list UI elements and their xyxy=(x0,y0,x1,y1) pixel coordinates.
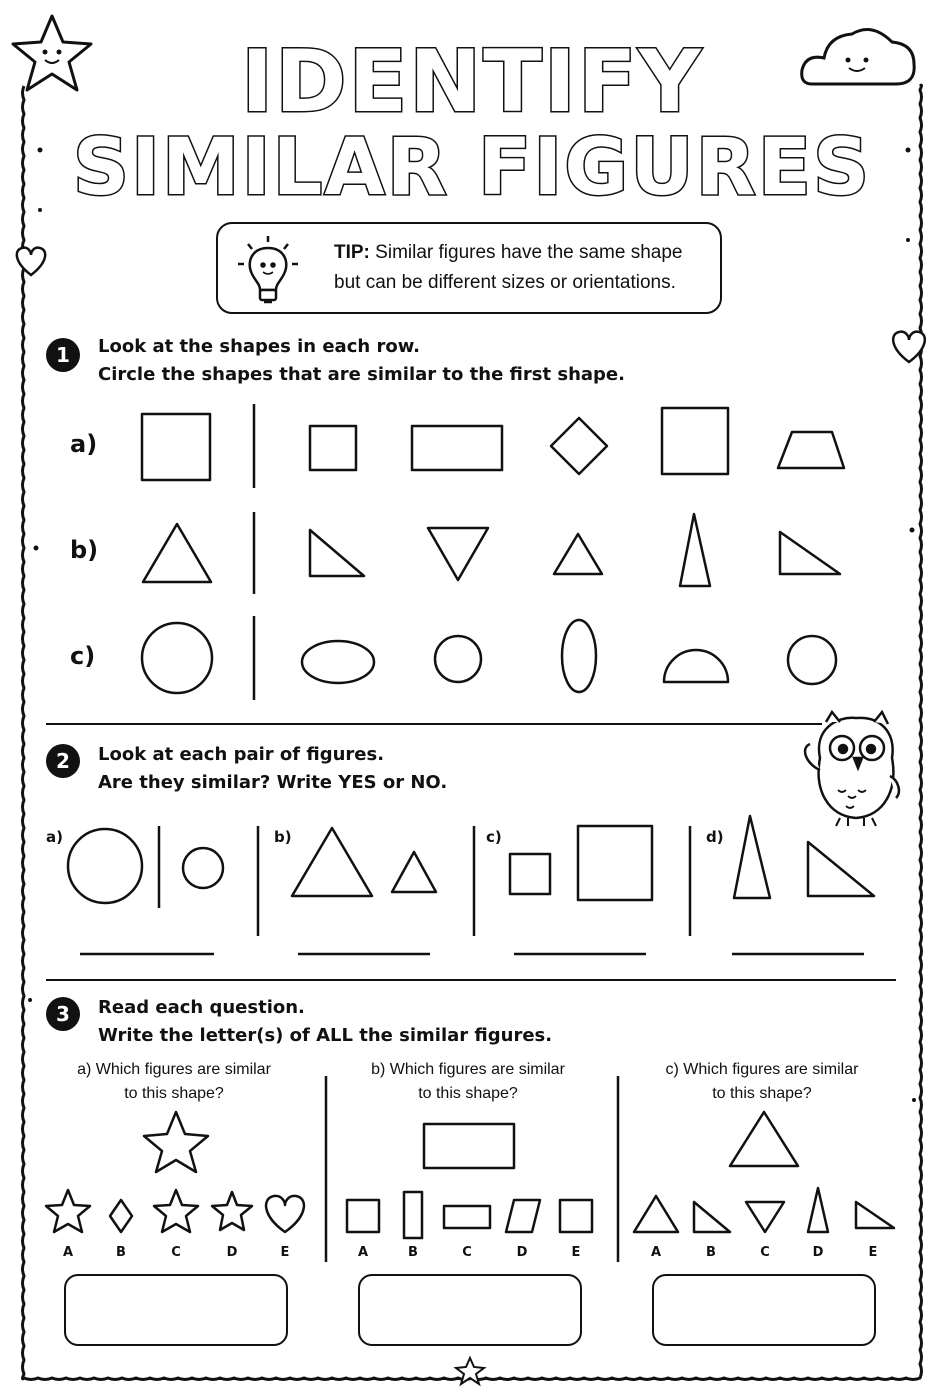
answer-box-a[interactable] xyxy=(64,1274,288,1346)
question-b-line1: b) Which figures are similar xyxy=(371,1061,565,1078)
question-b-line2: to this shape? xyxy=(418,1085,518,1102)
option-star[interactable] xyxy=(154,1190,198,1232)
row-label-c: c) xyxy=(70,642,96,670)
letter-b: B xyxy=(116,1245,126,1260)
letter-d: D xyxy=(226,1245,238,1260)
option-square[interactable] xyxy=(347,1200,379,1232)
section1-line2: Circle the shapes that are similar to the first shape. xyxy=(98,364,625,385)
section2-line1: Look at each pair of figures. xyxy=(98,744,385,765)
question-c-line1: c) Which figures are similar xyxy=(665,1061,859,1078)
page-title-line1: IDENTIFY xyxy=(241,32,703,132)
letter-d: D xyxy=(812,1245,824,1260)
pair-label-d: d) xyxy=(706,828,724,846)
option-right-triangle[interactable] xyxy=(856,1202,894,1228)
page-title-line2: SIMILAR FIGURES xyxy=(72,123,872,213)
section2-line2: Are they similar? Write YES or NO. xyxy=(98,772,448,793)
letter-e: E xyxy=(868,1245,878,1260)
option-star[interactable] xyxy=(46,1190,90,1232)
letter-d: D xyxy=(516,1245,528,1260)
row-label-b: b) xyxy=(70,536,99,564)
option-right-triangle[interactable] xyxy=(694,1202,730,1232)
section3-line1: Read each question. xyxy=(98,997,305,1018)
option-star[interactable] xyxy=(212,1192,252,1230)
tip-line1: Similar figures have the same shape xyxy=(375,242,683,263)
option-tall-rectangle[interactable] xyxy=(404,1192,422,1238)
letter-b: B xyxy=(408,1245,418,1260)
option-tall-triangle[interactable] xyxy=(808,1188,828,1232)
tip-label: TIP: xyxy=(334,242,370,263)
letter-e: E xyxy=(571,1245,581,1260)
option-parallelogram[interactable] xyxy=(506,1200,540,1232)
target-triangle xyxy=(730,1112,798,1166)
section3-line2: Write the letter(s) of ALL the similar figures. xyxy=(98,1025,553,1046)
answer-box-c[interactable] xyxy=(652,1274,876,1346)
pair-label-c: c) xyxy=(486,828,502,846)
letter-c: C xyxy=(171,1245,181,1260)
option-rectangle[interactable] xyxy=(444,1206,490,1228)
row-label-a: a) xyxy=(70,430,98,458)
letter-a: A xyxy=(62,1245,74,1260)
letter-b: B xyxy=(706,1245,716,1260)
section2-number: 2 xyxy=(46,744,80,778)
letter-e: E xyxy=(280,1245,290,1260)
target-star xyxy=(144,1112,208,1172)
letter-a: A xyxy=(650,1245,662,1260)
tip-line2: but can be different sizes or orientations. xyxy=(334,272,676,293)
question-a-line1: a) Which figures are similar xyxy=(77,1061,271,1078)
option-inverted-triangle[interactable] xyxy=(746,1202,784,1232)
option-square[interactable] xyxy=(560,1200,592,1232)
option-heart[interactable] xyxy=(266,1196,304,1232)
option-triangle[interactable] xyxy=(634,1196,678,1232)
pair-label-b: b) xyxy=(274,828,292,846)
pair-label-a: a) xyxy=(46,828,63,846)
answer-box-b[interactable] xyxy=(358,1274,582,1346)
question-a-line2: to this shape? xyxy=(124,1085,224,1102)
option-diamond[interactable] xyxy=(110,1200,132,1232)
target-rectangle xyxy=(424,1124,514,1168)
section1-line1: Look at the shapes in each row. xyxy=(98,336,421,357)
letter-a: A xyxy=(357,1245,369,1260)
section1-number: 1 xyxy=(46,338,80,372)
question-c-line2: to this shape? xyxy=(712,1085,812,1102)
letter-c: C xyxy=(462,1245,472,1260)
section3-number: 3 xyxy=(46,997,80,1031)
letter-c: C xyxy=(760,1245,770,1260)
